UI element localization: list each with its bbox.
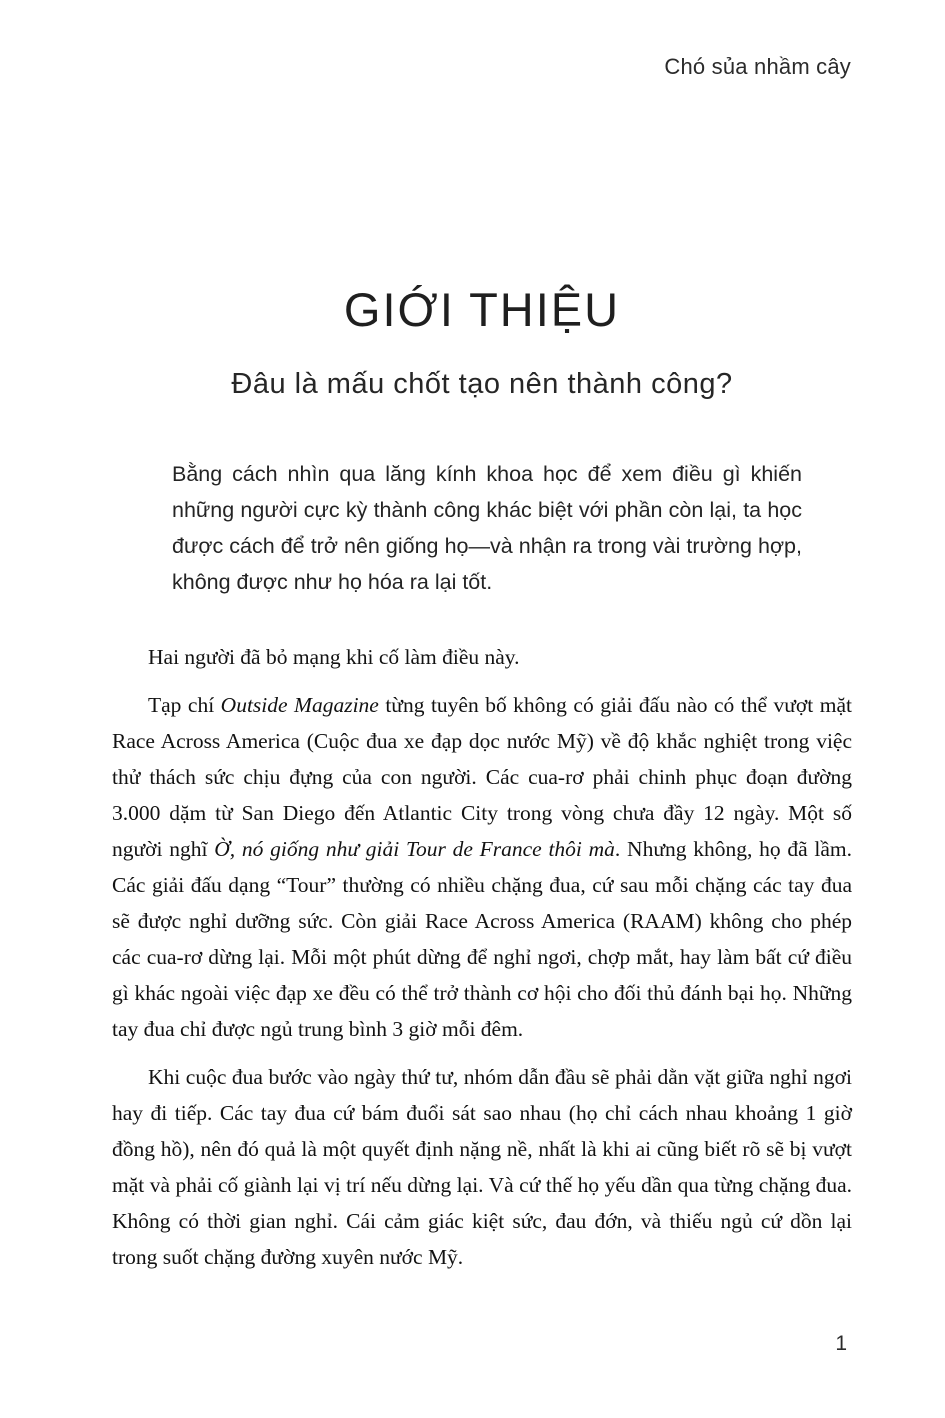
running-header-title: Chó sủa nhầm cây: [664, 54, 851, 79]
page-footer: [112, 1332, 847, 1356]
chapter-subtitle: Đâu là mấu chốt tạo nên thành công?: [231, 368, 733, 400]
body-paragraph: [112, 1059, 852, 1275]
chapter-title: GIỚI THIỆU: [343, 283, 621, 336]
body-paragraph: [112, 639, 852, 675]
text-run-italic: Outside Magazine: [220, 693, 379, 717]
text-run: Tạp chí: [148, 693, 221, 717]
page-number: 1: [835, 1332, 847, 1355]
text-run-italic: Ờ, nó giống như giải Tour de France thôi mà: [214, 837, 615, 861]
running-header: [112, 54, 851, 80]
text-run: . Nhưng không, họ đã lầm. Các giải đấu dạng “Tour” thường có nhiều chặng đua, cứ sau mỗi chặng các tay đua sẽ được nghỉ dưỡng sức. Còn giải Race Across America (RAAM) không cho phép các cua-rơ dừng lại. Mỗi một phút dừng để nghỉ ngơi, chợp mắt, hay làm bất cứ điều gì khác ngoài việc đạp xe đều có thể trở thành cơ hội cho đối thủ đánh bại họ. Những tay đua chỉ được ngủ trung bình 3 giờ mỗi đêm.: [112, 837, 852, 1041]
text-run: Hai người đã bỏ mạng khi cố làm điều này.: [148, 645, 520, 669]
body-text: [112, 639, 852, 1287]
text-run: từng tuyên bố không có giải đấu nào có thể vượt mặt Race Across America (Cuộc đua xe đạp dọc nước Mỹ) về độ khắc nghiệt trong việc thử thách sức chịu đựng của con người. Các cua-rơ phải chinh phục đoạn đường 3.000 dặm từ San Diego đến Atlantic City trong vòng chưa đầy 12 ngày. Một số người nghĩ: [112, 693, 852, 861]
body-paragraph: [112, 687, 852, 1047]
text-run: Khi cuộc đua bước vào ngày thứ tư, nhóm dẫn đầu sẽ phải dằn vặt giữa nghỉ ngơi hay đi tiếp. Các tay đua cứ bám đuổi sát sao nhau (họ chỉ cách nhau khoảng 1 giờ đồng hồ), nên đó quả là một quyết định nặng nề, nhất là khi ai cũng biết rõ sẽ bị vượt mặt và phải cố giành lại vị trí nếu dừng lại. Và cứ thế họ yếu dần qua từng chặng đua. Không có thời gian nghỉ. Cái cảm giác kiệt sức, đau đớn, và thiếu ngủ cứ dồn lại trong suốt chặng đường xuyên nước Mỹ.: [112, 1065, 852, 1269]
lede-paragraph: Bằng cách nhìn qua lăng kính khoa học để xem điều gì khiến những người cực kỳ thành công khác biệt với phần còn lại, ta học được cách để trở nên giống họ—và nhận ra trong vài trường hợp, không được như họ hóa ra lại tốt.: [172, 462, 802, 594]
